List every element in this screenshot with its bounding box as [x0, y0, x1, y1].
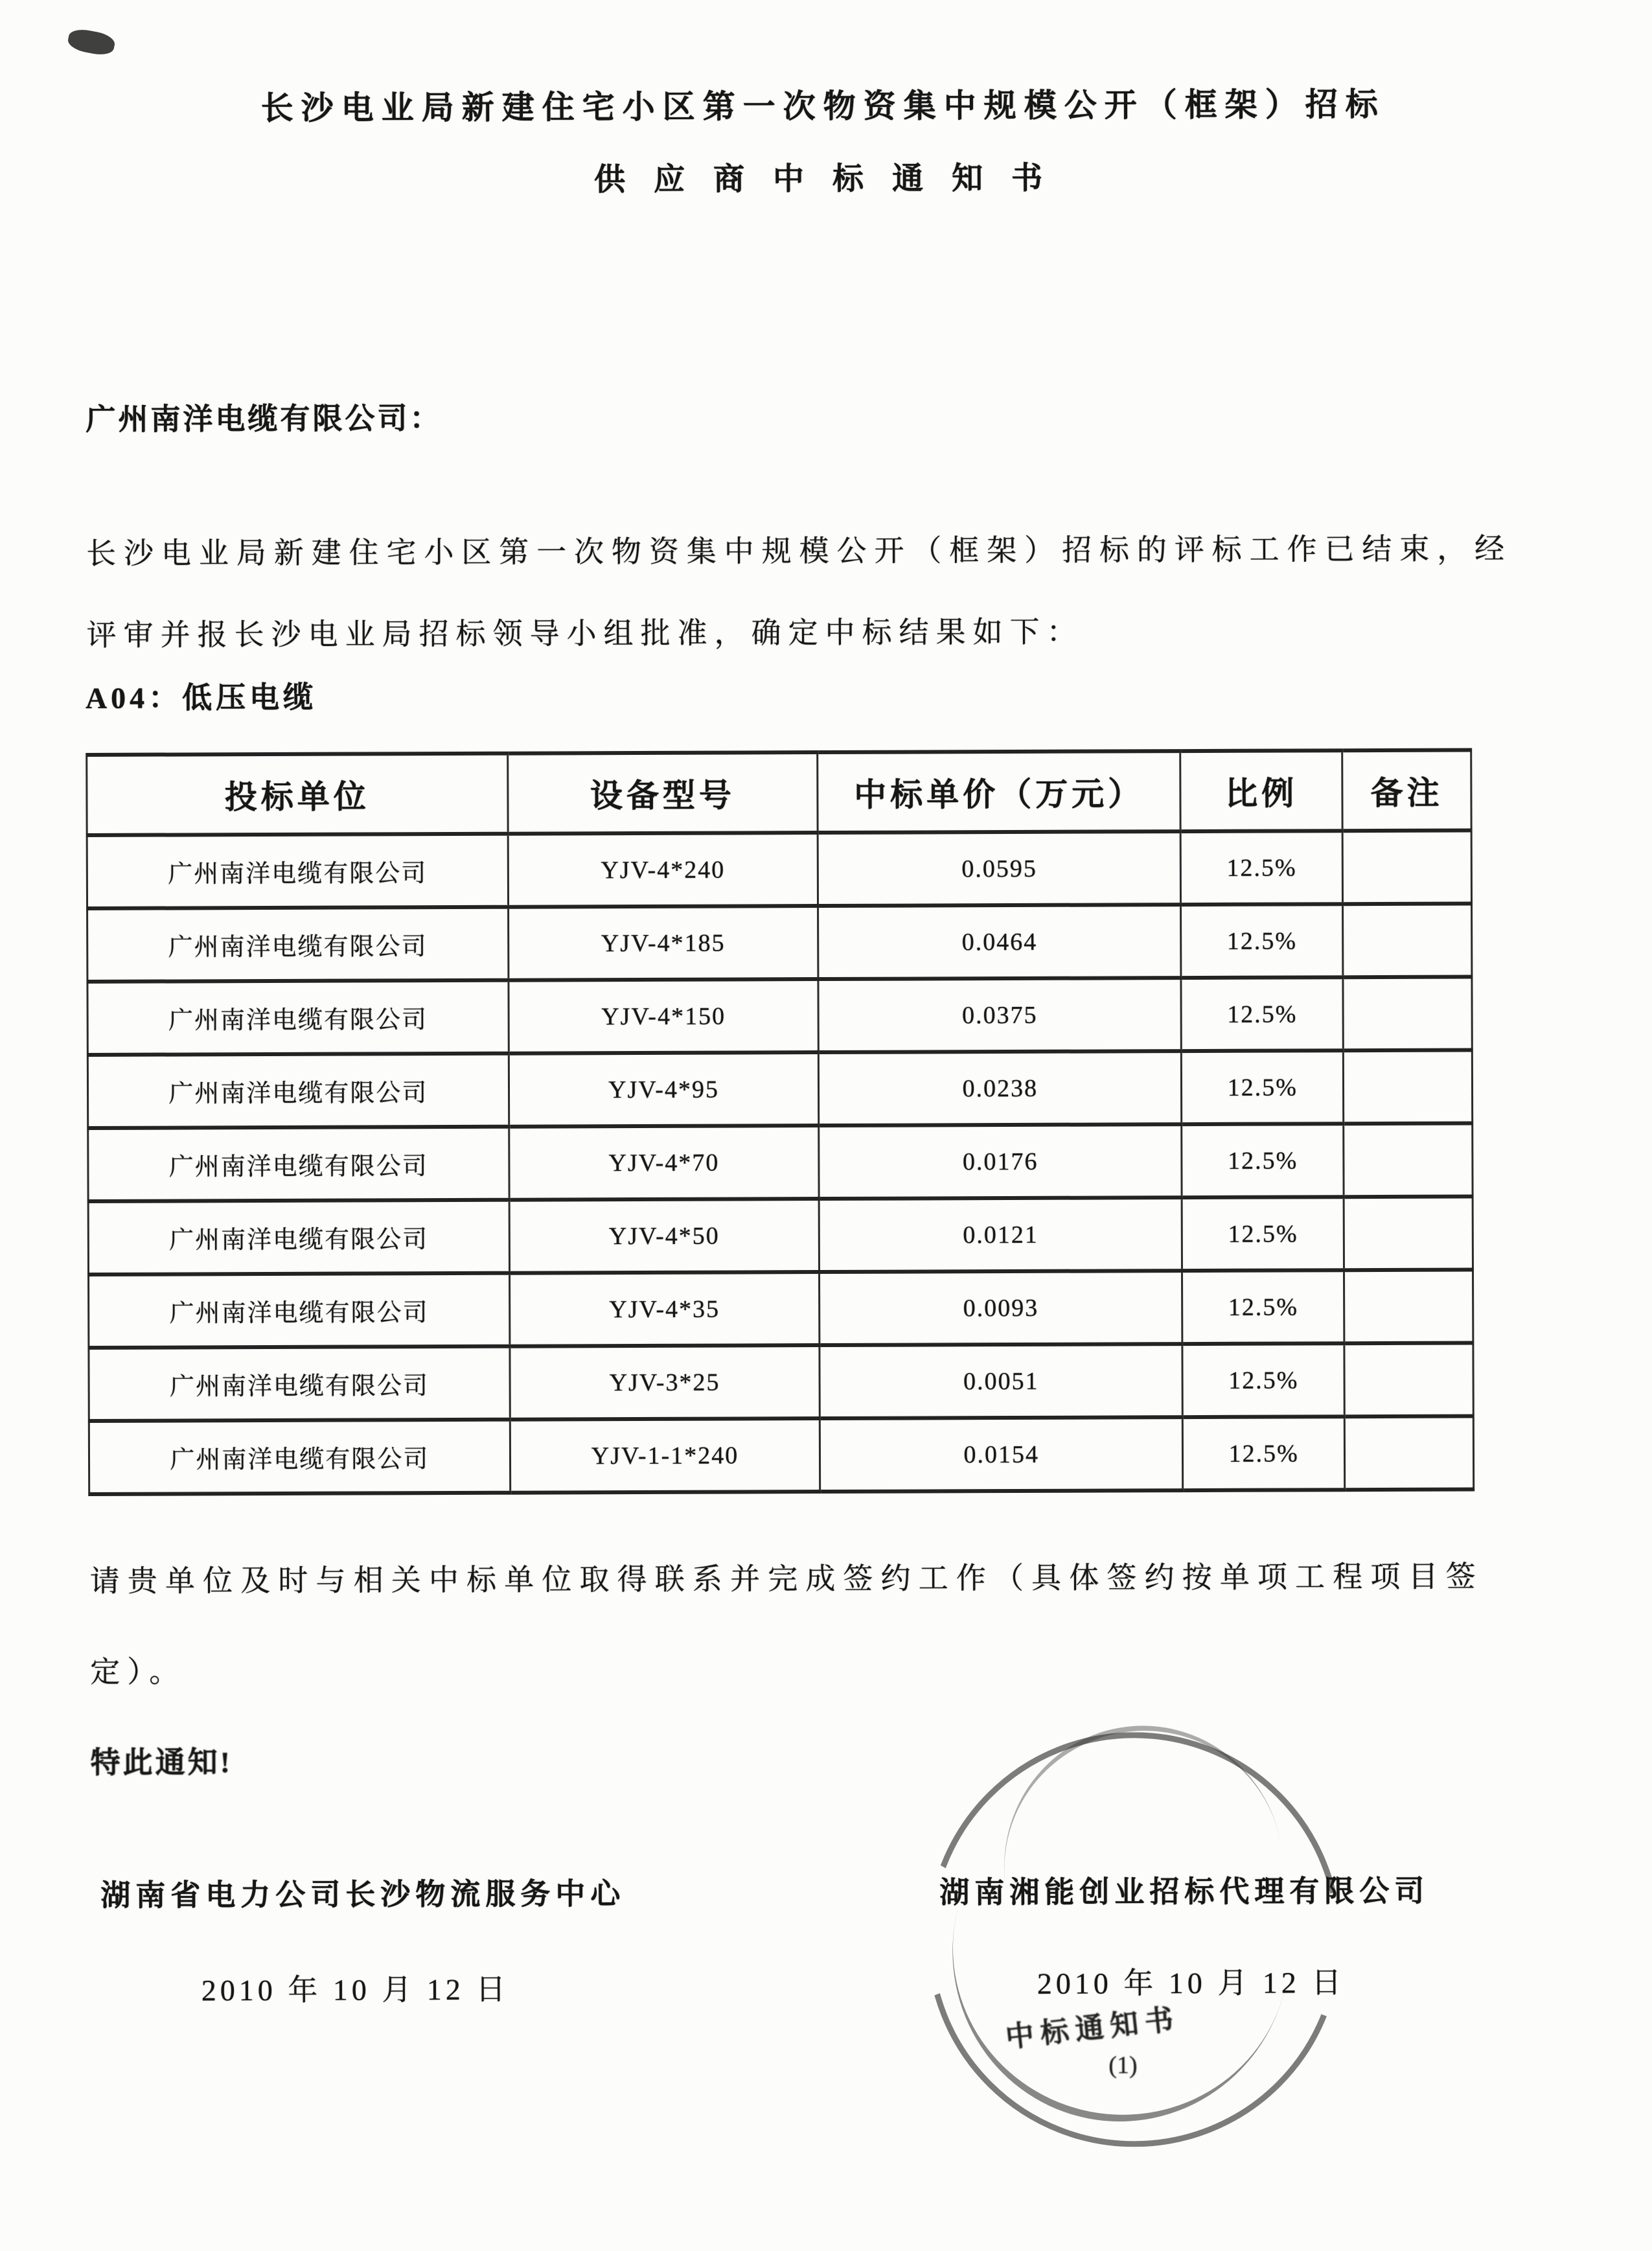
col-header-price: 中标单价（万元）: [818, 751, 1180, 833]
results-table: [86, 748, 1474, 1496]
cell-bidder: 广州南洋电缆有限公司: [87, 1054, 509, 1128]
cell-ratio: 12.5%: [1182, 1197, 1344, 1271]
section-label: A04：低压电缆: [85, 680, 317, 715]
cell-ratio: 12.5%: [1181, 904, 1343, 978]
table-header-row: [87, 750, 1471, 835]
left-signature-org: 湖南省电力公司长沙物流服务中心: [100, 1877, 626, 1912]
table-row: [87, 977, 1472, 1055]
cell-remark: [1344, 1050, 1473, 1124]
cell-model: YJV-4*185: [508, 906, 818, 980]
cell-price: 0.0121: [819, 1197, 1182, 1272]
left-signature-date: 2010 年 10 月 12 日: [201, 1972, 510, 2007]
page-title-line2: 供 应 商 中 标 通 知 书: [594, 161, 1053, 198]
table-row: [87, 904, 1472, 982]
cell-price: 0.0093: [820, 1271, 1182, 1345]
cell-model: YJV-4*35: [509, 1272, 820, 1346]
table-row: [89, 1416, 1473, 1494]
closing-paragraph: 请贵单位及时与相关中标单位取得联系并完成签约工作（具体签约按单项工程项目签定）。: [89, 1560, 1483, 1689]
right-signature-date: 2010 年 10 月 12 日: [1037, 1966, 1346, 2000]
cell-remark: [1344, 1124, 1473, 1197]
cell-ratio: 12.5%: [1183, 1416, 1345, 1490]
cell-price: 0.0176: [819, 1124, 1182, 1199]
cell-ratio: 12.5%: [1182, 1343, 1344, 1417]
table-row: [87, 1050, 1472, 1128]
col-header-ratio: 比例: [1180, 750, 1342, 831]
right-signature-org: 湖南湘能创业招标代理有限公司: [939, 1874, 1430, 1910]
table-row: [89, 1343, 1473, 1421]
cell-bidder: 广州南洋电缆有限公司: [89, 1273, 510, 1348]
cell-price: 0.0375: [818, 978, 1181, 1052]
cell-bidder: 广州南洋电缆有限公司: [88, 1127, 509, 1201]
cell-price: 0.0051: [820, 1344, 1182, 1418]
cell-ratio: 12.5%: [1182, 1124, 1344, 1197]
intro-paragraph: 长沙电业局新建住宅小区第一次物资集中规模公开（框架）招标的评标工作已结束，经评审并报长沙电业局招标领导小组批准，确定中标结果如下：: [86, 532, 1512, 652]
cell-bidder: 广州南洋电缆有限公司: [88, 1200, 509, 1275]
col-header-remark: 备注: [1342, 750, 1471, 831]
notice-text: 特此通知!: [90, 1746, 233, 1779]
col-header-model: 设备型号: [507, 752, 818, 834]
cell-remark: [1345, 1416, 1474, 1490]
cell-ratio: 12.5%: [1181, 977, 1343, 1051]
cell-model: YJV-4*50: [509, 1199, 820, 1273]
cell-bidder: 广州南洋电缆有限公司: [87, 980, 509, 1055]
table-row: [89, 1270, 1473, 1348]
cell-bidder: 广州南洋电缆有限公司: [87, 834, 508, 908]
cell-ratio: 12.5%: [1182, 1050, 1344, 1124]
cell-model: YJV-1-1*240: [510, 1418, 820, 1493]
cell-remark: [1343, 904, 1472, 978]
cell-ratio: 12.5%: [1180, 831, 1342, 905]
recipient-name: 广州南洋电缆有限公司：: [86, 402, 442, 436]
cell-bidder: 广州南洋电缆有限公司: [89, 1420, 510, 1494]
cell-remark: [1344, 1197, 1473, 1271]
cell-model: YJV-4*240: [508, 833, 818, 907]
seal-partial-text: 中标通知书: [1004, 2003, 1182, 2053]
cell-remark: [1343, 977, 1472, 1051]
cell-price: 0.0464: [818, 905, 1181, 979]
page-title-line1: 长沙电业局新建住宅小区第一次物资集中规模公开（框架）招标: [260, 86, 1386, 127]
cell-model: YJV-4*150: [509, 979, 819, 1054]
cell-bidder: 广州南洋电缆有限公司: [87, 907, 509, 982]
cell-model: YJV-4*95: [509, 1052, 819, 1127]
cell-remark: [1344, 1343, 1473, 1417]
seal-page-marker: (1): [1108, 2051, 1138, 2079]
table-row: [88, 1197, 1473, 1275]
cell-price: 0.0595: [818, 831, 1180, 906]
col-header-bidder: 投标单位: [87, 754, 508, 835]
cell-model: YJV-3*25: [510, 1345, 820, 1420]
cell-ratio: 12.5%: [1182, 1270, 1344, 1344]
cell-remark: [1342, 831, 1471, 905]
cell-price: 0.0238: [819, 1051, 1182, 1126]
company-seal-stamp: [926, 1731, 1342, 2147]
cell-remark: [1344, 1270, 1473, 1344]
table-row: [87, 831, 1471, 908]
cell-model: YJV-4*70: [509, 1126, 819, 1200]
cell-bidder: 广州南洋电缆有限公司: [89, 1346, 510, 1421]
table-row: [88, 1124, 1473, 1201]
cell-price: 0.0154: [820, 1417, 1183, 1492]
